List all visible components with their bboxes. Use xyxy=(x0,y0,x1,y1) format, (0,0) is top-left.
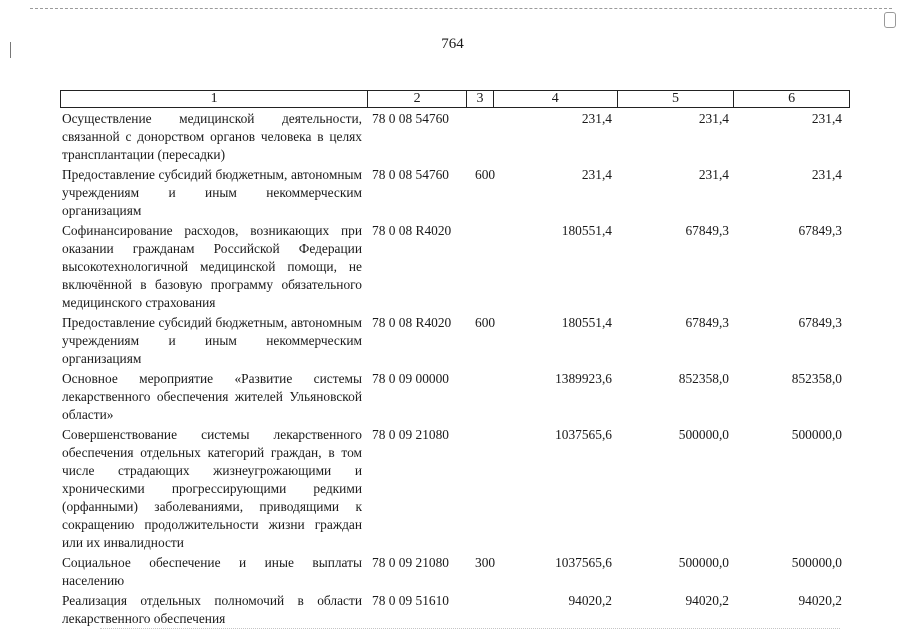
table-row xyxy=(62,554,852,590)
row-name: Социальное обеспечение и иные выплаты населению xyxy=(62,555,362,588)
row-value-4: 231,4 xyxy=(581,167,612,182)
scan-corner-mark xyxy=(884,12,896,28)
row-value-5: 852358,0 xyxy=(678,371,729,386)
row-value-5: 94020,2 xyxy=(685,593,729,608)
row-code: 78 0 08 R4020 xyxy=(372,315,452,330)
row-name: Основное мероприятие «Развитие системы лекарственного обеспечения жителей Ульяновской области» xyxy=(62,371,362,422)
row-value-6: 231,4 xyxy=(811,167,842,182)
row-value-6: 94020,2 xyxy=(798,593,842,608)
header-col-5: 5 xyxy=(617,91,734,107)
table-row xyxy=(62,370,852,424)
row-value-4: 231,4 xyxy=(581,111,612,126)
table-row xyxy=(62,426,852,552)
row-value-5: 231,4 xyxy=(698,111,729,126)
row-code: 78 0 09 00000 xyxy=(372,371,449,386)
header-col-3: 3 xyxy=(466,91,493,107)
row-type xyxy=(475,592,503,628)
row-name: Предоставление субсидий бюджетным, автономным учреждениям и иным некоммерческим организациям xyxy=(62,167,362,218)
header-col-2: 2 xyxy=(367,91,466,107)
row-code: 78 0 08 R4020 xyxy=(372,223,452,238)
row-code: 78 0 08 54760 xyxy=(372,111,449,126)
table-row xyxy=(62,222,852,312)
row-name: Предоставление субсидий бюджетным, автономным учреждениям и иным некоммерческим организациям xyxy=(62,315,362,366)
row-code: 78 0 09 51610 xyxy=(372,593,449,608)
row-value-6: 500000,0 xyxy=(791,427,842,442)
row-value-4: 1037565,6 xyxy=(555,427,612,442)
table-body xyxy=(62,110,852,628)
row-value-6: 231,4 xyxy=(811,111,842,126)
row-type: 600 xyxy=(475,167,496,182)
row-type xyxy=(475,426,503,552)
scan-edge-line xyxy=(30,8,892,9)
header-col-6: 6 xyxy=(733,91,849,107)
table-row xyxy=(62,166,852,220)
row-code: 78 0 09 21080 xyxy=(372,427,449,442)
scan-bottom-dots xyxy=(100,628,840,629)
row-value-4: 180551,4 xyxy=(561,315,612,330)
table-row xyxy=(62,314,852,368)
row-value-5: 500000,0 xyxy=(678,427,729,442)
page-number: 764 xyxy=(441,36,464,52)
row-value-4: 1037565,6 xyxy=(555,555,612,570)
row-type xyxy=(475,222,503,312)
row-value-6: 67849,3 xyxy=(798,315,842,330)
row-value-5: 231,4 xyxy=(698,167,729,182)
row-name: Осуществление медицинской деятельности, связанной с донорством органов человека в целях трансплантации (пересадки) xyxy=(62,111,362,162)
row-value-4: 94020,2 xyxy=(568,593,612,608)
table-header-row xyxy=(60,90,850,108)
row-value-6: 500000,0 xyxy=(791,555,842,570)
row-name: Совершенствование системы лекарственного обеспечения отдельных категорий граждан, в том числе страдающих жизнеугрожающими и хроническими прогрессирующими редкими (орфанными) заболеваниями, приводящими к сокращению продолжительности жизни граждан или их инвалидности xyxy=(62,427,362,550)
row-code: 78 0 09 21080 xyxy=(372,555,449,570)
header-col-4: 4 xyxy=(493,91,617,107)
row-code: 78 0 08 54760 xyxy=(372,167,449,182)
row-value-5: 67849,3 xyxy=(685,223,729,238)
row-value-5: 67849,3 xyxy=(685,315,729,330)
row-type: 600 xyxy=(475,315,496,330)
table-row xyxy=(62,592,852,628)
row-value-4: 1389923,6 xyxy=(555,371,612,386)
row-value-4: 180551,4 xyxy=(561,223,612,238)
row-name: Софинансирование расходов, возникающих при оказании гражданам Российской Федерации высокотехнологичной медицинской помощи, не включённой в базовую программу обязательного медицинского страхования xyxy=(62,223,362,310)
row-type xyxy=(475,370,503,424)
row-type xyxy=(475,110,503,164)
row-value-6: 67849,3 xyxy=(798,223,842,238)
row-value-5: 500000,0 xyxy=(678,555,729,570)
table-row xyxy=(62,110,852,164)
row-type: 300 xyxy=(475,555,496,570)
row-value-6: 852358,0 xyxy=(791,371,842,386)
row-name: Реализация отдельных полномочий в области лекарственного обеспечения xyxy=(62,593,362,626)
header-col-1: 1 xyxy=(210,91,218,106)
